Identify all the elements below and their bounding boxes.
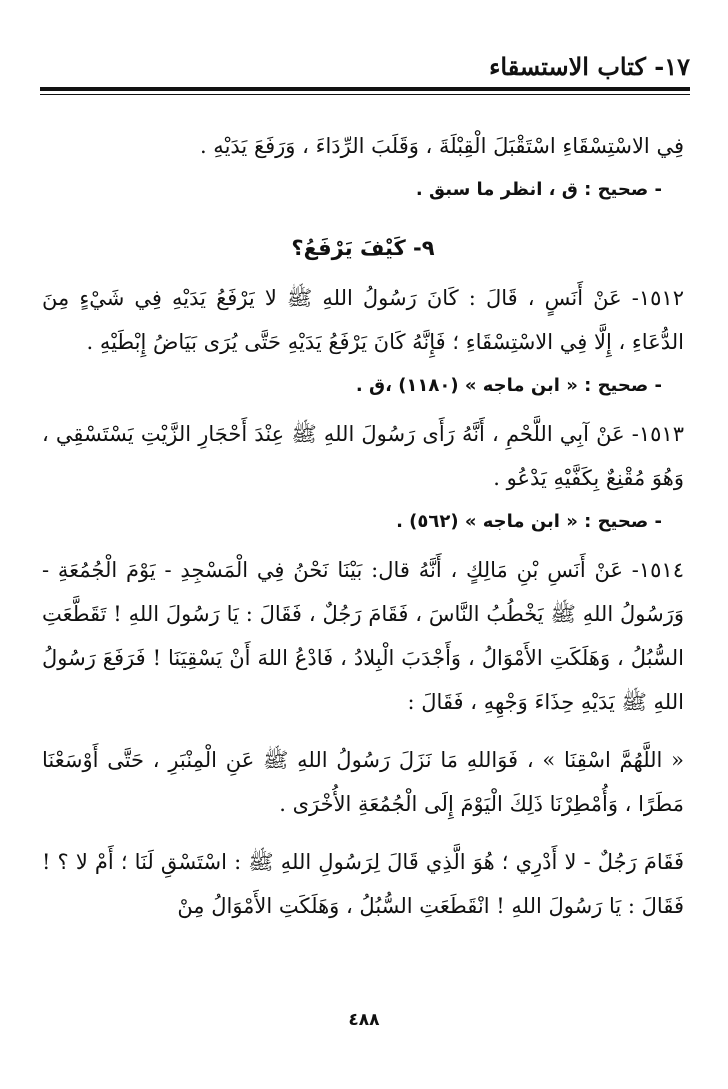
- intro-text: فِي الاسْتِسْقَاءِ اسْتَقْبَلَ الْقِبْلَةَ ، وَقَلَبَ الرِّدَاءَ ، وَرَفَعَ يَدَيْهِ .: [199, 134, 684, 158]
- intro-verdict: - صحيح : ق ، انظر ما سبق .: [415, 179, 662, 200]
- header-rule-thin: [40, 94, 690, 95]
- chapter-title: ١٧- كتاب الاستسقاء: [489, 52, 690, 81]
- hadith-1513-verdict: - صحيح : « ابن ماجه » (٥٦٢) .: [396, 511, 662, 532]
- hadith-1512-verdict: - صحيح : « ابن ماجه » (١١٨٠) ،ق .: [355, 375, 662, 396]
- hadith-1514-continuation: « اللَّهُمَّ اسْقِنَا » ، فَوَاللهِ مَا نَزَلَ رَسُولُ اللهِ ﷺ عَنِ الْمِنْبَرِ ، حَتَّى أَوْسَعْنَا مَطَرًا ، وَأُمْطِرْنَا ذَلِكَ الْيَوْمَ إِلَى الْجُمُعَةِ الأُخْرَى .: [42, 748, 684, 816]
- header-rule-thick: [40, 87, 690, 91]
- hadith-1513-text: ١٥١٣- عَنْ آبِي اللَّحْمِ ، أَنَّهُ رَأَى رَسُولَ اللهِ ﷺ عِنْدَ أَحْجَارِ الزَّيْتِ يَسْتَسْقِي ، وَهُوَ مُقْنِعٌ بِكَفَّيْهِ يَدْعُو .: [42, 422, 684, 490]
- hadith-1514-continuation-2: فَقَامَ رَجُلٌ - لا أَدْرِي ؛ هُوَ الَّذِي قَالَ لِرَسُولِ اللهِ ﷺ : اسْتَسْقِ لَنَا ؛ أَمْ لا ؟ ! فَقَالَ : يَا رَسُولَ اللهِ ! انْقَطَعَتِ السُّبُلُ ، وَهَلَكَتِ الأَمْوَالُ مِنْ: [42, 850, 684, 918]
- hadith-1512-text: ١٥١٢- عَنْ أَنَسٍ ، قَالَ : كَانَ رَسُولُ اللهِ ﷺ لا يَرْفَعُ يَدَيْهِ فِي شَيْءٍ مِنَ الدُّعَاءِ ، إِلَّا فِي الاسْتِسْقَاءِ ؛ فَإِنَّهُ كَانَ يَرْفَعُ يَدَيْهِ حَتَّى يُرَى بَيَاضُ إِبْطَيْهِ .: [42, 286, 684, 354]
- section-heading: ٩- كَيْفَ يَرْفَعُ؟: [291, 236, 435, 260]
- page-number: ٤٨٨: [348, 1010, 380, 1030]
- hadith-1514-text: ١٥١٤- عَنْ أَنَسِ بْنِ مَالِكٍ ، أَنَّهُ قال: بَيْنَا نَحْنُ فِي الْمَسْجِدِ - يَوْمَ الْجُمُعَةِ - وَرَسُولُ اللهِ ﷺ يَخْطُبُ النَّاسَ ، فَقَامَ رَجُلٌ ، فَقَالَ : يَا رَسُولَ اللهِ ! تَقَطَّعَتِ السُّبُلُ ، وَهَلَكَتِ الأَمْوَالُ ، وَأَجْدَبَ الْبِلادُ ، فَادْعُ اللهَ أَنْ يَسْقِيَنَا ! فَرَفَعَ رَسُولُ اللهِ ﷺ يَدَيْهِ حِذَاءَ وَجْهِهِ ، فَقَالَ :: [42, 558, 684, 714]
- page-body: [42, 124, 684, 928]
- running-header: [40, 52, 690, 92]
